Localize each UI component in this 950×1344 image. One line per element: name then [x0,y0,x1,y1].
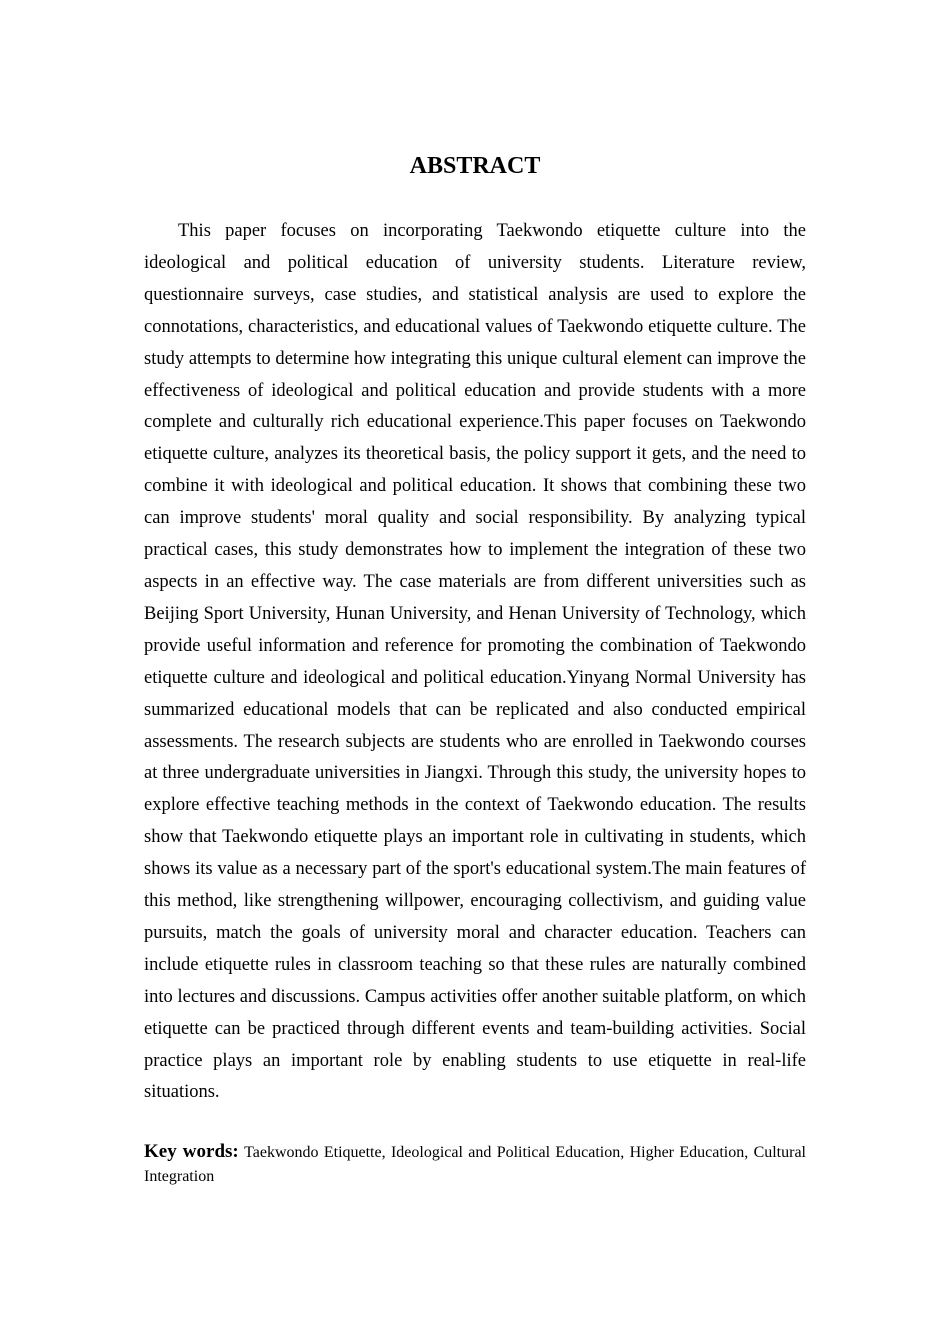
keywords-label: Key words: [144,1141,239,1162]
abstract-title: ABSTRACT [409,153,541,179]
abstract-body: This paper focuses on incorporating Taekwondo etiquette culture into the ideological and political education of university students. Literature review, questionnaire surveys, case studies, and statistical analysis are used to explore the connotations, characteristics, and educational values of Taekwondo etiquette culture. The study attempts to determine how integrating this unique cultural element can improve the effectiveness of ideological and political education and provide students with a more complete and culturally rich educational experience.This paper focuses on Taekwondo etiquette culture, analyzes its theoretical basis, the policy support it gets, and the need to combine it with ideological and political education. It shows that combining these two can improve students' moral quality and social responsibility. By analyzing typical practical cases, this study demonstrates how to implement the integration of these two aspects in an effective way. The case materials are from different universities such as Beijing Sport University, Hunan University, and Henan University of Technology, which provide useful information and reference for promoting the combination of Taekwondo etiquette culture and ideological and political education.Yinyang Normal University has summarized educational models that can be replicated and also conducted empirical assessments. The research subjects are students who are enrolled in Taekwondo courses at three undergraduate universities in Jiangxi. Through this study, the university hopes to explore effective teaching methods in the context of Taekwondo education. The results show that Taekwondo etiquette plays an important role in cultivating in students, which shows its value as a necessary part of the sport's educational system.The main features of this method, like strengthening willpower, encouraging collectivism, and guiding value pursuits, match the goals of university moral and character education. Teachers can include etiquette rules in classroom teaching so that these rules are naturally combined into lectures and discussions. Campus activities offer another suitable platform, on which etiquette can be practiced through different events and team-building activities. Social practice plays an important role by enabling students to use etiquette in real-life situations. [144,221,806,1103]
keywords-line [144,1140,806,1189]
keywords-values: Taekwondo Etiquette, Ideological and Political Education, Higher Education, Cultural Integration [144,1144,807,1185]
